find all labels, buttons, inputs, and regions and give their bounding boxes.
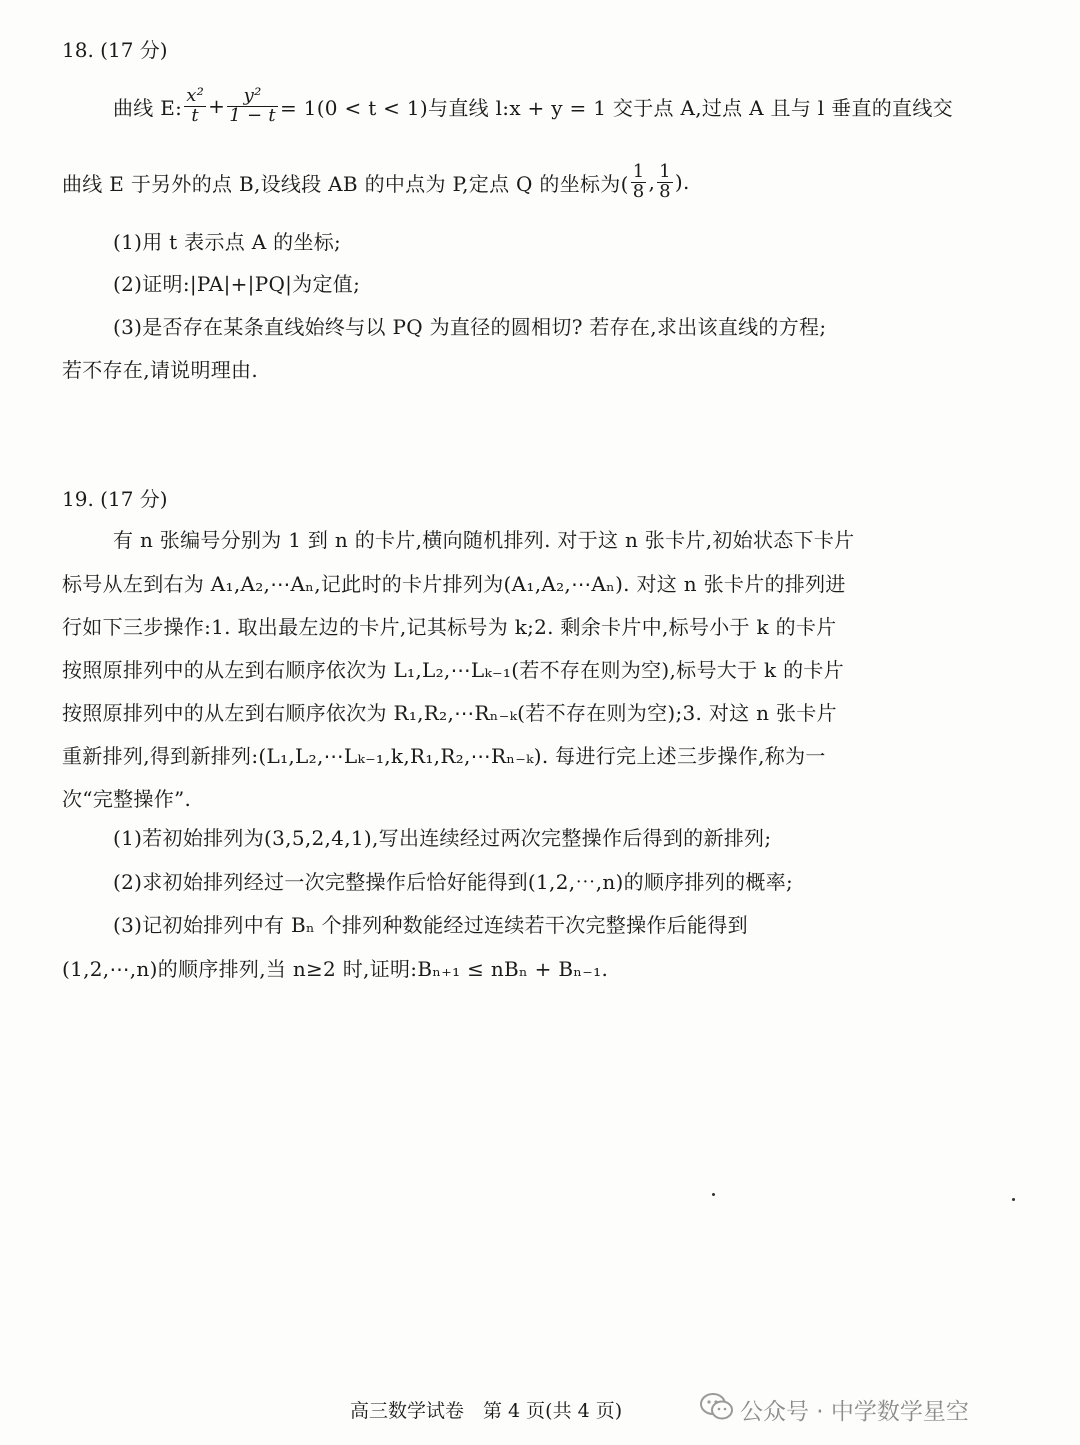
q18-part-3-cont: 若不存在,请说明理由. [62, 358, 259, 382]
page-footer: 高三数学试卷 第 4 页(共 4 页) [350, 1400, 623, 1422]
q18-line-1 [113, 80, 953, 132]
q19-part-3: (3)记初始排列中有 Bₙ 个排列种数能经过连续若干次完整操作后能得到 [113, 913, 748, 937]
plus-sign: + [208, 94, 226, 118]
fraction-numerator: x² [186, 84, 205, 106]
q19-line-2: 标号从左到右为 A₁,A₂,⋯Aₙ,记此时的卡片排列为(A₁,A₂,⋯Aₙ). 对这 n 张卡片的排列进 [62, 572, 846, 596]
q18-line-2-end: ). [674, 170, 690, 194]
scan-dot [712, 1193, 715, 1196]
q19-line-1: 有 n 张编号分别为 1 到 n 的卡片,横向随机排列. 对于这 n 张卡片,初始状态下卡片 [113, 528, 855, 552]
q18-line-2-start: 曲线 E 于另外的点 B,设线段 AB 的中点为 P,定点 Q 的坐标为( [62, 171, 629, 196]
fraction-denominator: 1 − t [229, 104, 276, 126]
fraction-numerator: y² [227, 87, 278, 107]
q19-part-2: (2)求初始排列经过一次完整操作后恰好能得到(1,2,⋯,n)的顺序排列的概率; [113, 870, 794, 894]
watermark-text: 公众号 · 中学数学星空 [740, 1399, 969, 1425]
fraction-y2-over-1-minus-t [227, 84, 278, 126]
q19-part-3-cont: (1,2,⋯,n)的顺序排列,当 n≥2 时,证明:Bₙ₊₁ ≤ nBₙ + Bₙ₋₁. [62, 957, 609, 981]
q18-header: 18. (17 分) [62, 38, 168, 62]
q18-line-1-start: 曲线 E: [113, 95, 183, 120]
q18-part-2: (2)证明:|PA|+|PQ|为定值; [113, 272, 361, 296]
fraction-denominator: 8 [659, 180, 671, 202]
q19-line-5: 按照原排列中的从左到右顺序依次为 R₁,R₂,⋯Rₙ₋ₖ(若不存在则为空);3. 对这 n 张卡片 [62, 701, 837, 725]
q19-line-3: 行如下三步操作:1. 取出最左边的卡片,记其标号为 k;2. 剩余卡片中,标号小于 k 的卡片 [62, 615, 837, 639]
fraction-numerator: 1 [632, 160, 645, 182]
scan-dot [1012, 1198, 1015, 1201]
fraction-one-eighth-b [657, 160, 673, 202]
fraction-one-eighth-a [631, 160, 647, 202]
comma: , [648, 170, 656, 194]
q18-part-3: (3)是否存在某条直线始终与以 PQ 为直径的圆相切? 若存在,求出该直线的方程; [113, 315, 827, 339]
q18-line-2 [62, 156, 690, 208]
q19-header: 19. (17 分) [62, 487, 168, 511]
q19-line-7: 次“完整操作”. [62, 787, 192, 811]
fraction-numerator: 1 [659, 160, 671, 182]
q19-part-1: (1)若初始排列为(3,5,2,4,1),写出连续经过两次完整操作后得到的新排列; [113, 826, 772, 850]
fraction-x2-over-t [184, 84, 206, 126]
fraction-denominator: t [191, 104, 199, 126]
q19-line-4: 按照原排列中的从左到右顺序依次为 L₁,L₂,⋯Lₖ₋₁(若不存在则为空),标号大于 k 的卡片 [62, 658, 845, 682]
wechat-icon [700, 1392, 734, 1422]
q18-line-1-rest: = 1(0 < t < 1)与直线 l:x + y = 1 交于点 A,过点 A 且与 l 垂直的直线交 [279, 95, 953, 120]
fraction-denominator: 8 [632, 180, 645, 202]
q19-line-6: 重新排列,得到新排列:(L₁,L₂,⋯Lₖ₋₁,k,R₁,R₂,⋯Rₙ₋ₖ). 每进行完上述三步操作,称为一 [62, 744, 826, 768]
q18-part-1: (1)用 t 表示点 A 的坐标; [113, 230, 342, 254]
